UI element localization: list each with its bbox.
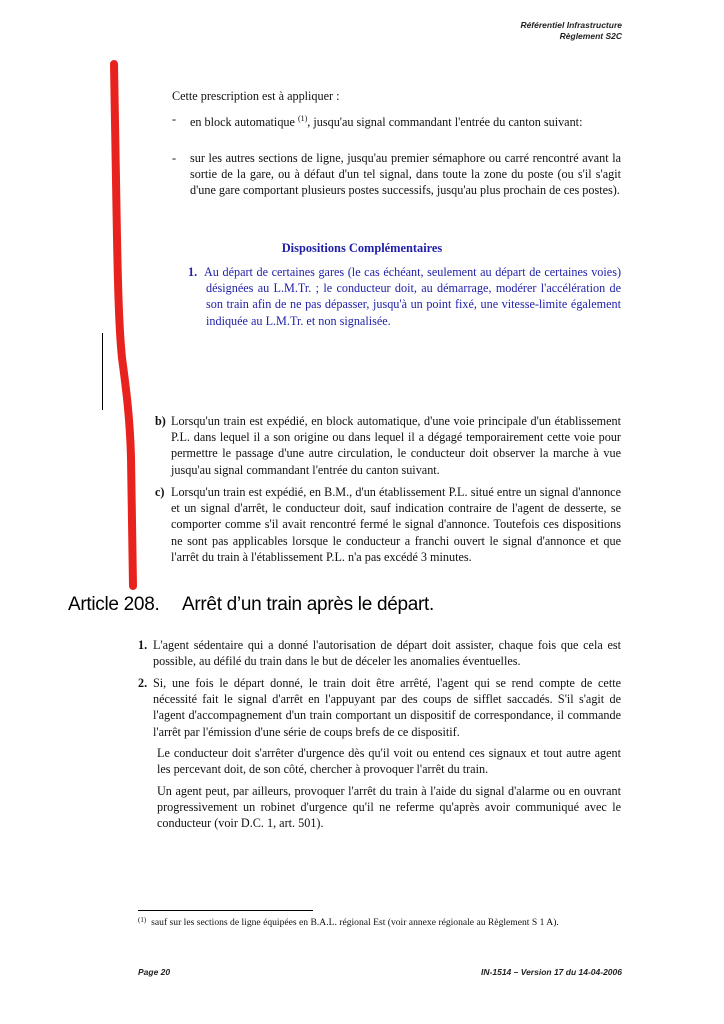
paragraph-c-label: c) <box>155 485 165 499</box>
complementary-heading: Dispositions Complémentaires <box>281 241 443 255</box>
footnote-ref: (1) <box>297 114 308 123</box>
paragraph-b: b) Lorsqu'un train est expédié, en block automatique, d'une voie principale d'un établissement P.L. dans lequel il a son origine ou dans lequel il a dégagé temporairement cette voie pour permettre le passage d'une autre circulation, le conducteur doit observer la marche à vue jusqu'au signal commandant l'entrée du canton suivant. <box>155 414 621 477</box>
article-item-1: 1. L'agent sédentaire qui a donné l'autorisation de départ doit assister, chaque fois que cela est possible, au défilé du train dans le but de déceler les anomalies éventuelles. <box>138 638 621 669</box>
revision-marker-red-line <box>100 58 140 598</box>
bullet-other-sections: sur les autres sections de ligne, jusqu'au premier sémaphore ou carré rencontré avant la sortie de la gare, ou à défaut d'un tel signal, dans toute la zone du poste (ou s'il s'agit d'une gare comportant plusieurs postes successifs, jusqu'au plus prochain de ces postes). <box>190 151 621 198</box>
article-heading <box>68 594 435 615</box>
paragraph-c: c) Lorsqu'un train est expédié, en B.M., d'un établissement P.L. situé entre un signal d'annonce et un signal d'arrêt, le conducteur doit, sauf indication contraire de l'agent de desserte, se comporter comme s'il avait rencontré fermé le signal d'annonce. Toutefois ces dispositions ne sont pas applicables lorsque le conducteur a franchi ouvert le signal d'annonce et que l'arrêt du train à l'établissement P.L. n'a pas excédé 3 minutes. <box>155 485 621 564</box>
complementary-item-number: 1. <box>188 265 198 279</box>
header-line-2: Règlement S2C <box>559 31 622 41</box>
intro-text: Cette prescription est à appliquer : <box>172 89 340 103</box>
document-reference: IN-1514 – Version 17 du 14-04-2006 <box>481 967 622 977</box>
complementary-item: 1. Au départ de certaines gares (le cas échéant, seulement au départ de certaines voies) désignées au L.M.Tr. ; le conducteur doit, au démarrage, modérer l'accélération de son train afin de ne pas dépasser, jusqu'à un point fixé, une vitesse-limite également indiquée au L.M.Tr. et non signalisée. <box>188 265 621 328</box>
bullet-dash: - <box>172 112 177 126</box>
article-item-2: 2. Si, une fois le départ donné, le train doit être arrêté, l'agent qui se rend compte de cette nécessité fait le signal d'arrêt en l'appuyant par des coups de sifflet saccadés. S'il s'agit de l'agent d'accompagnement d'un train comportant un dispositif de correspondance, il commande l'arrêt par l'émission d'une série de coups brefs de ce dispositif. <box>138 676 621 739</box>
article-number: Article 208. <box>68 594 160 615</box>
footnote-separator <box>138 910 313 911</box>
header-line-1: Référentiel Infrastructure <box>520 20 622 30</box>
footnote: $^{(1)}$ sauf sur les sections de ligne équipées en B.A.L. régional Est (voir annexe régionale au Règlement S 1 A). <box>138 916 559 928</box>
page-number: Page 20 <box>138 967 171 977</box>
article-para-1: Le conducteur doit s'arrêter d'urgence dès qu'il voit ou entend ces signaux et tout autre agent les percevant doit, de son côté, chercher à provoquer l'arrêt du train. <box>157 746 621 777</box>
article-title: Arrêt d’un train après le départ. <box>182 594 435 615</box>
bullet-block-auto: en block automatique $^{(1)}$, jusqu'au signal commandant l'entrée du canton suivant: <box>190 114 583 129</box>
bullet-dash: - <box>172 151 177 165</box>
footnote-mark: (1) <box>138 916 147 924</box>
document-header <box>520 20 622 42</box>
change-bar <box>102 333 103 410</box>
paragraph-b-label: b) <box>155 414 166 428</box>
article-para-2: Un agent peut, par ailleurs, provoquer l'arrêt du train à l'aide du signal d'alarme ou en ouvrant progressivement un robinet d'urgence qu'il ne referme qu'après avoir communiqué avec le conducteur (voir D.C. 1, art. 501). <box>157 784 621 831</box>
